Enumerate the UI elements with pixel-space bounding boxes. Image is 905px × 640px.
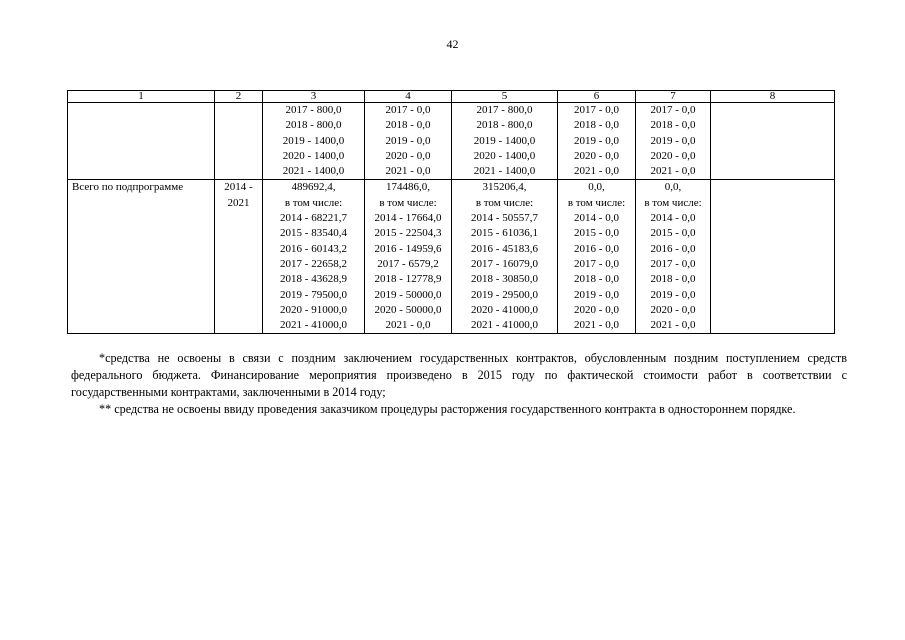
cell-line: 2019 - 1400,0: [282, 134, 345, 147]
cell-line: 2019 - 50000,0: [374, 288, 442, 301]
table-cell: [263, 103, 365, 180]
cell-line: 2014 - 68221,7: [280, 212, 347, 225]
cell-line: 2020 - 0,0: [385, 149, 431, 162]
cell-line: 2016 - 0,0: [650, 242, 696, 255]
cell-line: 2018 - 0,0: [385, 119, 431, 132]
cell-line: 2016 - 0,0: [574, 242, 619, 255]
cell-line: 2016 - 60143,2: [280, 242, 347, 255]
cell-line: 2019 - 0,0: [574, 288, 619, 301]
cell-line: 2017 - 0,0: [385, 104, 431, 116]
table-cell: [452, 180, 558, 334]
header-cell: 2: [215, 91, 263, 103]
cell-line: 2014 - 50557,7: [471, 212, 538, 225]
table-cell: [558, 180, 636, 334]
cell-line: 2017 - 6579,2: [377, 257, 439, 270]
cell-line: 2017 - 0,0: [650, 104, 696, 116]
header-cell: 5: [452, 91, 558, 103]
cell-line: 2020 - 1400,0: [473, 149, 536, 162]
cell-line: 0,0,: [588, 181, 605, 194]
cell-line: 315206,4,: [482, 181, 527, 194]
cell-line: 2018 - 800,0: [285, 119, 342, 132]
cell-line: 2020 - 1400,0: [282, 149, 345, 162]
cell-line: 2016 - 14959,6: [374, 242, 442, 255]
cell-line: в том числе:: [644, 196, 702, 209]
footnote-2: ** средства не освоены ввиду проведения заказчиком процедуры расторжения государственного контракта в одностороннем порядке.: [99, 402, 796, 416]
row-label-cell: [68, 180, 215, 334]
cell-line: 2019 - 0,0: [650, 134, 696, 147]
cell-line: 2014 - 0,0: [574, 212, 619, 225]
cell-line: 2018 - 800,0: [476, 119, 533, 132]
header-cell: 3: [263, 91, 365, 103]
table-cell: [558, 103, 636, 180]
cell-line: 0,0,: [664, 181, 682, 194]
cell-line: 2015 - 0,0: [574, 227, 619, 240]
cell-line: 2016 - 45183,6: [471, 242, 538, 255]
cell-line: 2021 - 0,0: [574, 319, 619, 332]
table-cell: [365, 180, 452, 334]
header-row: [68, 91, 835, 103]
cell-line: 2017 - 22658,2: [280, 257, 347, 270]
cell-line: 2018 - 12778,9: [374, 273, 442, 286]
table-cell: [711, 180, 835, 334]
cell-line: 2017 - 16079,0: [471, 257, 538, 270]
table-cell: [263, 180, 365, 334]
cell-line: 2017 - 0,0: [574, 257, 619, 270]
cell-line: в том числе:: [284, 196, 343, 209]
cell-line: 2021 - 0,0: [650, 165, 696, 178]
table-cell: [711, 103, 835, 180]
cell-line: 2018 - 0,0: [574, 273, 619, 286]
cell-line: 2015 - 22504,3: [374, 227, 442, 240]
cell-line: в том числе:: [567, 196, 626, 209]
cell-line: 2017 - 800,0: [285, 104, 342, 116]
period-cell: [215, 103, 263, 180]
row-label: Всего по подпрограмме: [72, 181, 184, 194]
cell-line: 2021: [227, 196, 250, 209]
header-cell: 6: [558, 91, 636, 103]
cell-line: 2021 - 0,0: [650, 319, 696, 332]
cell-line: 2020 - 41000,0: [471, 303, 538, 316]
cell-line: 2021 - 0,0: [385, 319, 431, 332]
table-row-total: [68, 180, 835, 334]
table-cell: [365, 103, 452, 180]
cell-line: 2019 - 29500,0: [471, 288, 538, 301]
table-cell: [636, 103, 711, 180]
cell-line: 2018 - 30850,0: [471, 273, 538, 286]
cell-line: 2015 - 61036,1: [471, 227, 538, 240]
cell-line: 174486,0,: [386, 181, 430, 194]
cell-line: 2020 - 0,0: [650, 149, 696, 162]
cell-line: в том числе:: [379, 196, 437, 209]
budget-table: [67, 90, 835, 334]
header-cell: 4: [365, 91, 452, 103]
table-cell: [636, 180, 711, 334]
cell-line: 2017 - 800,0: [476, 104, 533, 116]
table-cell: [452, 103, 558, 180]
cell-line: 2017 - 0,0: [650, 257, 696, 270]
cell-line: 2019 - 79500,0: [280, 288, 347, 301]
cell-line: 2021 - 0,0: [574, 165, 619, 178]
page-number: 42: [446, 37, 459, 51]
table-row-continued: [68, 103, 835, 180]
cell-line: 2019 - 0,0: [574, 134, 619, 147]
cell-line: 2015 - 83540,4: [280, 227, 347, 240]
cell-line: 2014 - 17664,0: [374, 212, 442, 225]
cell-line: 2021 - 41000,0: [471, 319, 538, 332]
cell-line: 2021 - 1400,0: [282, 165, 345, 178]
cell-line: 2017 - 0,0: [574, 104, 619, 116]
period-cell: [215, 180, 263, 334]
row-label-cell: [68, 103, 215, 180]
cell-line: 2019 - 1400,0: [473, 134, 536, 147]
header-cell: 1: [68, 91, 215, 103]
cell-line: 2020 - 0,0: [574, 303, 619, 316]
cell-line: 2014 - 0,0: [650, 212, 696, 225]
header-cell: 8: [711, 91, 835, 103]
cell-line: 2020 - 0,0: [650, 303, 696, 316]
cell-line: 2019 - 0,0: [385, 134, 431, 147]
cell-line: 489692,4,: [291, 181, 336, 194]
cell-line: 2021 - 0,0: [385, 165, 431, 178]
cell-line: 2015 - 0,0: [650, 227, 696, 240]
cell-line: 2020 - 50000,0: [374, 303, 442, 316]
cell-line: 2014 -: [224, 181, 253, 194]
header-cell: 7: [636, 91, 711, 103]
cell-line: 2020 - 91000,0: [280, 303, 347, 316]
cell-line: в том числе:: [475, 196, 534, 209]
cell-line: 2018 - 0,0: [650, 273, 696, 286]
cell-line: 2020 - 0,0: [574, 149, 619, 162]
footnote-1: *средства не освоены в связи с поздним заключением государственных контрактов, обусловленным поздним поступлением средств федерального бюджета. Финансирование мероприятия произведено в 2015 году по фактической стоимости работ в соответствии с государственными контрактами, заключенными в 2014 году;: [71, 351, 847, 399]
cell-line: 2018 - 0,0: [650, 119, 696, 132]
cell-line: 2019 - 0,0: [650, 288, 696, 301]
cell-line: 2021 - 41000,0: [280, 319, 347, 332]
cell-line: 2018 - 43628,9: [280, 273, 347, 286]
cell-line: 2018 - 0,0: [574, 119, 619, 132]
cell-line: 2021 - 1400,0: [473, 165, 536, 178]
footnotes: [71, 350, 847, 418]
